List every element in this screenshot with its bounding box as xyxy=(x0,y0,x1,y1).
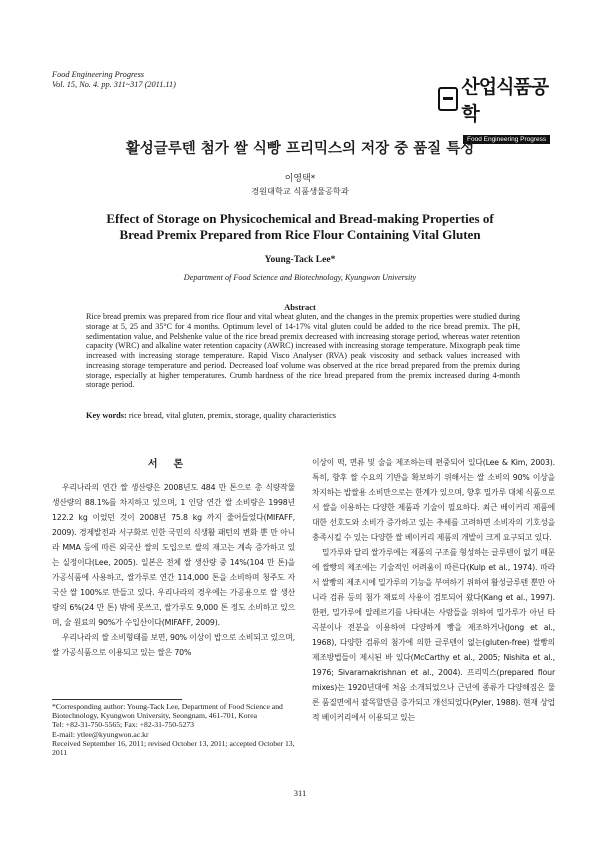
author-english: Young-Tack Lee* xyxy=(264,255,336,265)
author-korean: 이영택* xyxy=(284,174,316,184)
page-number: 311 xyxy=(293,788,307,798)
right-paragraph: 밀가루와 달리 쌀가루에는 제품의 구조를 형성하는 글루텐이 없기 때문에 쌀빵의 제조에는 기술적인 어려움이 따른다(Kulp et al., 1974). 따라서 쌀빵의 제조시에 밀가루의 기능을 부여하기 위하여 활성글루텐 뿐만 아니라 검류 등의 첨가 재료의 사용이 검토되어 왔다(Kang et al., 1997). 한편, 밀가루에 알레르기를 나타내는 사람들을 위하여 밀가루가 아닌 타 곡분이나 전분을 이용하여 다양하게 빵을 제조하거나(Jong et al., 1968), 다양한 검류의 첨가에 의한 글루텐이 없는(gluten-free) 쌀빵의 제조방법들이 제시된 바 있다(McCarthy et al., 2005; Nishita et al., 1976; Sivaramakrishnan et al., 2004). 프리믹스(prepared flour mixes)는 1920년대에 처음 소개되었으나 근년에 종류가 다양해짐은 물론 품질면에서 괄목할만큼 증가되고 개선되었다(Pyler, 1988). 현재 상업적 베이커리에서 이용되고 있는 xyxy=(312,548,555,722)
title-english-line1: Effect of Storage on Physicochemical and Bread-making Properties of xyxy=(106,211,494,226)
title-korean: 활성글루텐 첨가 쌀 식빵 프리믹스의 저장 중 품질 특성 xyxy=(125,141,475,157)
logo-mark-icon xyxy=(438,87,458,111)
right-paragraph: 이상이 떡, 면류 및 술을 제조하는데 편중되어 있다(Lee & Kim, 2003). 특히, 향후 쌀 수요의 기반을 확보하기 위해서는 쌀 소비의 90% 이상을 차지하는 밥쌀용 소비만으로는 한계가 있으며, 향후 밀가루 대체 식품으로서 쌀을 이용하는 다양한 제품과 기술이 필요하다. 최근 베이커리 제품에 대한 선호도와 소비가 증가하고 있는 추세를 고려하면 소비자의 기호성을 충족시킬 수 있는 다양한 쌀 베이커리 제품의 개발이 크게 요구되고 있다. xyxy=(312,458,555,542)
footnote xyxy=(52,702,295,757)
journal-header xyxy=(52,70,176,90)
title-english xyxy=(70,211,530,243)
footnote-tel: Tel: +82-31-750-5565; Fax: +82-31-750-5273 xyxy=(52,720,195,730)
keywords xyxy=(86,411,526,420)
left-paragraph: 우리나라의 쌀 소비형태를 보면, 90% 이상이 밥으로 소비되고 있으며, 쌀 가공식품으로 이용되고 있는 쌀은 70% xyxy=(52,633,295,657)
journal-name: Food Engineering Progress xyxy=(52,70,145,79)
keywords-text: rice bread, vital gluten, premix, storage, quality characteristics xyxy=(126,411,336,420)
keywords-label: Key words: xyxy=(86,411,127,420)
journal-volume: Vol. 15, No. 4. pp. 311~317 (2011.11) xyxy=(52,80,176,89)
left-paragraph: 우리나라의 연간 쌀 생산량은 2008년도 484 만 톤으로 총 식량작물 생산량의 88.1%를 차지하고 있으며, 1 인당 연간 쌀 소비량은 1998년 122.2 kg 이었던 것이 2008년 75.8 kg 까지 줄어들었다(MIFAFF, 2009). 경제발전과 서구화로 인한 국민의 식생활 패턴의 변화 뿐 만 아니라 MMA 등에 따른 외국산 쌀의 도입으로 쌀의 재고는 계속 증가하고 있는 실정이다(Lee, 2005). 일본은 전체 쌀 생산량 중 14%(104 만 톤)을 가공식품에 사용하고, 쌀가루로 연간 114,000 톤을 소비하며 청주도 자국산 쌀 100%로 만들고 있다. 우리나라의 경우에는 가공용으로 쌀 생산량의 6%(24 만 톤) 밖에 못쓰고, 쌀가루도 9,000 톤 정도 소비하고 있으며, 술 원료의 90%가 수입산이다(MIFAFF, 2009). xyxy=(52,483,295,627)
footnote-received: Received September 16, 2011; revised October 13, 2011; accepted October 13, 2011 xyxy=(52,738,295,758)
logo-english-text: Food Engineering Progress xyxy=(463,135,550,144)
journal-logo xyxy=(438,72,556,143)
abstract-text: Rice bread premix was prepared from rice flour and vital wheat gluten, and the changes in the premix properties were studied during storage at 5, 25 and 35°C for 4 months. Optimum level of 14-17% vital gluten could be added to the rice bread premix. The pH, sedimentation value, and Pelshenke value of the rice bread premix decreased with increasing storage period, whereas water retention capacity (WRC) and alkaline water retention capacity (AWRC) increased with increasing storage temperature. Mixograph peak time increased with increasing storage temperature. Rapid Visco Analyser (RVA) peak viscosity and setback values increased with increasing storage temperature and period. Decreased loaf volume was observed at the rice bread prepared from the premix during storage, especially at higher temperatures. Crumb hardness of the rice bread prepared from the premix increased during 4-month storage period. xyxy=(86,312,520,390)
footnote-email: E-mail: ytlee@kyungwon.ac.kr xyxy=(52,729,149,739)
affiliation-english: Department of Food Science and Biotechnology, Kyungwon University xyxy=(183,273,417,282)
section-title-introduction: 서론 xyxy=(147,459,200,470)
footnote-corresponding: *Corresponding author: Young-Tack Lee, Department of Food Science and Biotechnology, Kyungwon University, Seongnam, 461-701, Korea xyxy=(52,702,283,721)
right-column xyxy=(312,455,555,725)
abstract-heading: Abstract xyxy=(284,302,316,312)
title-english-line2: Bread Premix Prepared from Rice Flour Containing Vital Gluten xyxy=(119,227,481,242)
logo-korean-text: 산업식품공학 xyxy=(461,76,549,125)
left-column xyxy=(52,480,295,660)
affiliation-korean: 경원대학교 식품생물공학과 xyxy=(251,186,349,196)
footnote-divider xyxy=(52,699,182,700)
